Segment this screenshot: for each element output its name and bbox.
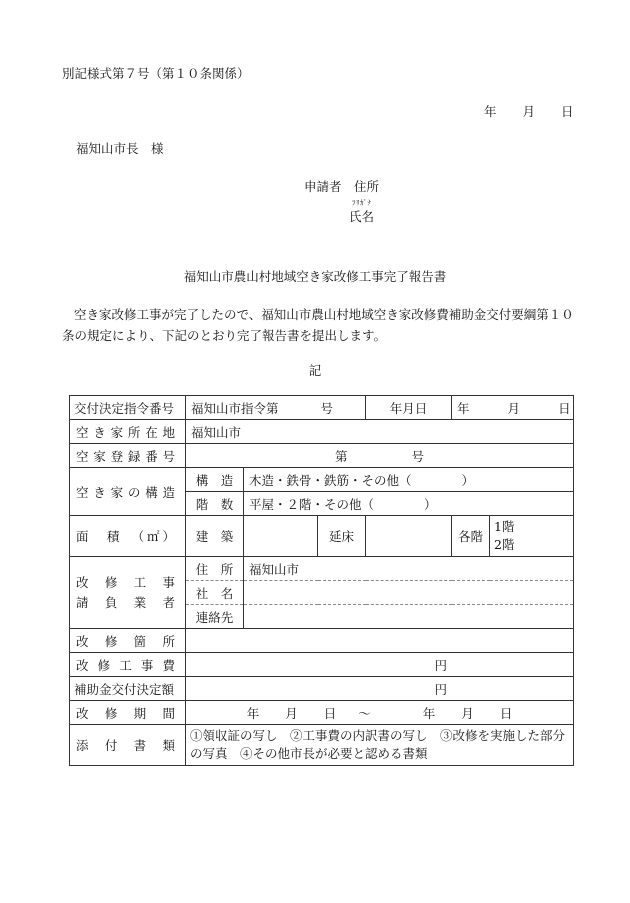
area-building-label: 建 築 bbox=[186, 516, 244, 557]
period-end-day: 日 bbox=[499, 705, 513, 721]
decision-date-field[interactable] bbox=[452, 396, 574, 420]
repair-cost-label: 改修工事費 bbox=[70, 653, 186, 677]
row-contractor-address bbox=[70, 557, 574, 581]
contractor-label-line2: 請 負 業 者 bbox=[76, 594, 175, 610]
decision-year: 年 bbox=[457, 400, 470, 416]
contractor-contact-label: 連絡先 bbox=[186, 605, 244, 629]
row-repair-location bbox=[70, 629, 574, 653]
contractor-address-label: 住 所 bbox=[186, 557, 244, 581]
row-area bbox=[70, 516, 574, 557]
row-repair-period bbox=[70, 701, 574, 725]
decision-date-label: 年月日 bbox=[366, 396, 452, 420]
construction-label: 構 造 bbox=[186, 468, 244, 492]
location-field[interactable]: 福知山市 bbox=[186, 420, 574, 444]
period-end-month: 月 bbox=[461, 705, 474, 721]
period-start-day: 日 bbox=[323, 705, 337, 721]
subsidy-amount-label: 補助金交付決定額 bbox=[70, 677, 186, 701]
contractor-company-label: 社 名 bbox=[186, 581, 244, 605]
row-subsidy-amount bbox=[70, 677, 574, 701]
repair-location-field[interactable] bbox=[186, 629, 574, 653]
period-start-year: 年 bbox=[246, 705, 260, 721]
subsidy-amount-unit: 円 bbox=[434, 681, 448, 697]
applicant-name-label: 氏名 bbox=[349, 209, 375, 224]
period-start-month: 月 bbox=[285, 705, 298, 721]
registration-label: 空家登録番号 bbox=[70, 444, 186, 468]
structure-label: 空き家の構造 bbox=[70, 468, 186, 516]
applicant-address-label: 申請者 住所 bbox=[304, 179, 380, 194]
row-structure-construction bbox=[70, 468, 574, 492]
area-total-floor-field[interactable] bbox=[366, 516, 452, 557]
date-year: 年 bbox=[484, 104, 497, 119]
attachments-field: ①領収証の写し ②工事費の内訳書の写し ③改修を実施した部分の写真 ④その他市長が必要と認める書類 bbox=[186, 725, 574, 766]
row-location bbox=[70, 420, 574, 444]
contractor-contact-field[interactable] bbox=[244, 605, 574, 629]
period-tilde: ～ bbox=[358, 705, 371, 721]
attachments-label: 添付書類 bbox=[70, 725, 186, 766]
contractor-company-field[interactable] bbox=[244, 581, 574, 605]
decision-no-label: 交付決定指令番号 bbox=[70, 396, 186, 420]
date-month: 月 bbox=[522, 104, 536, 119]
decision-no-go: 号 bbox=[320, 400, 334, 416]
registration-dai: 第 bbox=[335, 448, 348, 464]
area-each-floor-field[interactable] bbox=[490, 516, 574, 557]
subsidy-amount-field[interactable] bbox=[186, 677, 574, 701]
body-paragraph: 空き家改修工事が完了したので、福知山市農山村地域空き家改修費補助金交付要綱第１０条の規定により、下記のとおり完了報告書を提出します。 bbox=[62, 307, 574, 343]
body-text bbox=[62, 304, 574, 346]
floor2-label: 2階 bbox=[494, 537, 515, 552]
contractor-label bbox=[70, 557, 186, 629]
decision-month: 月 bbox=[507, 400, 521, 416]
contractor-label-line1: 改 修 工 事 bbox=[76, 574, 175, 590]
registration-go: 号 bbox=[411, 448, 425, 464]
area-building-field[interactable] bbox=[244, 516, 318, 557]
date-day: 日 bbox=[561, 104, 574, 119]
addressee: 福知山市長 様 bbox=[76, 141, 164, 156]
row-registration bbox=[70, 444, 574, 468]
repair-cost-field[interactable] bbox=[186, 653, 574, 677]
ki-heading: 記 bbox=[308, 363, 322, 378]
construction-field[interactable]: 木造・鉄骨・鉄筋・その他（ ） bbox=[244, 468, 574, 492]
row-decision-no bbox=[70, 396, 574, 420]
floors-label: 階 数 bbox=[186, 492, 244, 516]
area-each-floor-label: 各階 bbox=[452, 516, 490, 557]
form-number: 別記様式第７号（第１０条関係） bbox=[62, 66, 250, 81]
furigana-label: ﾌﾘｶﾞﾅ bbox=[352, 199, 372, 207]
floors-field[interactable]: 平屋・２階・その他（ ） bbox=[244, 492, 574, 516]
area-total-floor-label: 延床 bbox=[318, 516, 366, 557]
row-attachments bbox=[70, 725, 574, 766]
repair-cost-unit: 円 bbox=[434, 657, 448, 673]
date-line bbox=[484, 102, 574, 120]
document-title: 福知山市農山村地域空き家改修工事完了報告書 bbox=[183, 269, 447, 284]
repair-period-field[interactable] bbox=[186, 701, 574, 725]
decision-day: 日 bbox=[558, 400, 571, 416]
repair-period-label: 改修期間 bbox=[70, 701, 186, 725]
area-label: 面 積 （㎡） bbox=[70, 516, 186, 557]
repair-location-label: 改修箇所 bbox=[70, 629, 186, 653]
floor1-label: 1階 bbox=[494, 519, 515, 534]
report-table bbox=[69, 395, 574, 766]
registration-field[interactable] bbox=[186, 444, 574, 468]
decision-no-prefix: 福知山市指令第 bbox=[191, 400, 279, 416]
contractor-address-field[interactable]: 福知山市 bbox=[244, 557, 574, 581]
decision-no-field[interactable] bbox=[186, 396, 366, 420]
row-repair-cost bbox=[70, 653, 574, 677]
location-label: 空き家所在地 bbox=[70, 420, 186, 444]
period-end-year: 年 bbox=[422, 705, 436, 721]
